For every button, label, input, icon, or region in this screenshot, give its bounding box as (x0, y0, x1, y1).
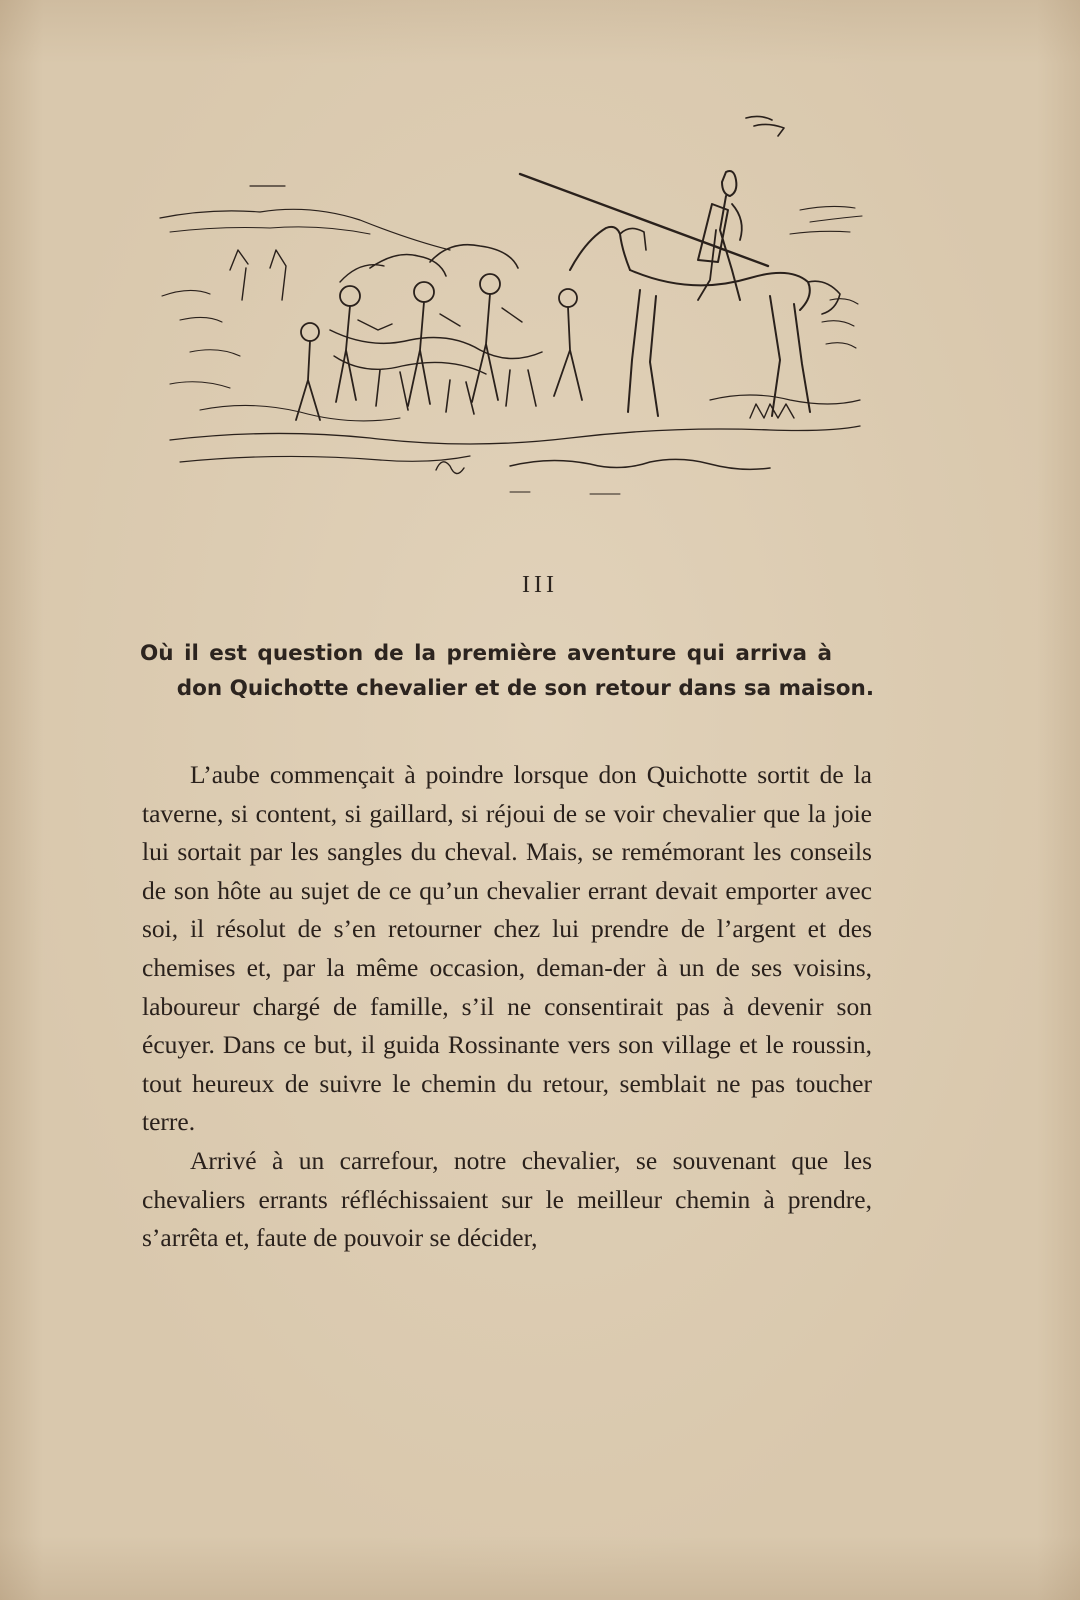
chapter-title (140, 636, 880, 706)
chapter-number: III (522, 572, 558, 598)
paragraph-2: Arrivé à un carrefour, notre chevalier, se souvenant que les chevaliers errants réfléchissaient sur le meilleur chemin à prendre, s’arrêta et, faute de pouvoir se décider, (142, 1145, 872, 1253)
chapter-title-line-1: Où il est question de la première aventure qui arriva à (140, 641, 832, 666)
horseback-sketch-illustration (150, 100, 880, 520)
chapter-title-line-2: don Quichotte chevalier et de son retour dans sa maison. (176, 676, 874, 701)
chapter-body-text (142, 756, 872, 1258)
paragraph-1: L’aube commençait à poindre lorsque don Quichotte sortit de la taverne, si content, si gaillard, si réjoui de se voir chevalier que la joie lui sortait par les sangles du cheval. Mais, se remémorant les conseils de son hôte au sujet de ce qu’un chevalier errant devait emporter avec soi, il résolut de s’en retourner chez lui prendre de l’argent et des chemises et, par la même occasion, deman-der à un de ses voisins, laboureur chargé de famille, s’il ne consentirait pas à devenir son écuyer. Dans ce but, il guida Rossinante vers son village et le roussin, tout heureux de suivre le chemin du retour, semblait ne pas toucher terre. (142, 760, 872, 1137)
